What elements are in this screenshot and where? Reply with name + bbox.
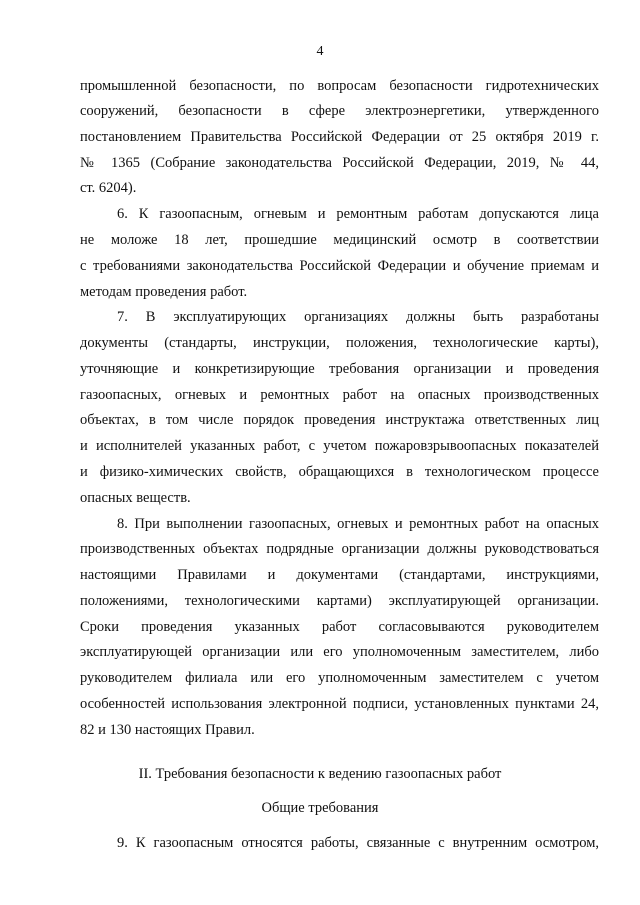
- text-line: руководителем филиала или его уполномоченным заместителем с учетом: [80, 670, 599, 686]
- text-line: методам проведения работ.: [80, 284, 248, 300]
- subsection-heading: Общие требования: [261, 800, 379, 816]
- text-line: ст. 6204).: [80, 180, 137, 196]
- text-line: постановлением Правительства Российской Федерации от 25 октября 2019 г.: [80, 129, 599, 145]
- paragraph-9-first-line: 9. К газоопасным относятся работы, связанные с внутренним осмотром,: [117, 835, 599, 851]
- text-line: положениями, технологическими картами) эксплуатирующей организации.: [80, 593, 599, 609]
- text-line: 82 и 130 настоящих Правил.: [80, 722, 255, 738]
- section-heading: II. Требования безопасности к ведению газоопасных работ: [138, 766, 502, 782]
- text-line: документы (стандарты, инструкции, положения, технологические карты),: [80, 335, 599, 351]
- text-line: 6. К газоопасным, огневым и ремонтным работам допускаются лица: [117, 206, 599, 222]
- text-line: 8. При выполнении газоопасных, огневых и ремонтных работ на опасных: [117, 516, 599, 532]
- text-line: эксплуатирующей организации или его уполномоченным заместителем, либо: [80, 644, 599, 660]
- text-line: газоопасных, огневых и ремонтных работ на опасных производственных: [80, 387, 599, 403]
- text-line: опасных веществ.: [80, 490, 191, 506]
- text-line: производственных объектах подрядные организации должны руководствоваться: [80, 541, 599, 557]
- text-line: уточняющие и конкретизирующие требования организации и проведения: [80, 361, 599, 377]
- text-line: особенностей использования электронной подписи, установленных пунктами 24,: [80, 696, 599, 712]
- text-line: сооружений, безопасности в сфере электроэнергетики, утвержденного: [80, 103, 599, 119]
- text-line: промышленной безопасности, по вопросам безопасности гидротехнических: [80, 78, 599, 94]
- text-line: № 1365 (Собрание законодательства Российской Федерации, 2019, № 44,: [80, 155, 599, 171]
- text-line: Сроки проведения указанных работ согласовываются руководителем: [80, 619, 599, 635]
- text-line: настоящими Правилами и документами (стандартами, инструкциями,: [80, 567, 599, 583]
- text-line: объектах, в том числе порядок проведения инструктажа ответственных лиц: [80, 412, 599, 428]
- text-line: с требованиями законодательства Российской Федерации и обучение приемам и: [80, 258, 599, 274]
- page-number: 4: [316, 44, 324, 59]
- text-line: 7. В эксплуатирующих организациях должны быть разработаны: [117, 309, 599, 325]
- text-line: не моложе 18 лет, прошедшие медицинский осмотр в соответствии: [80, 232, 599, 248]
- text-line: и исполнителей указанных работ, с учетом пожаровзрывоопасных показателей: [80, 438, 599, 454]
- text-line: и физико-химических свойств, обращающихся в технологическом процессе: [80, 464, 599, 480]
